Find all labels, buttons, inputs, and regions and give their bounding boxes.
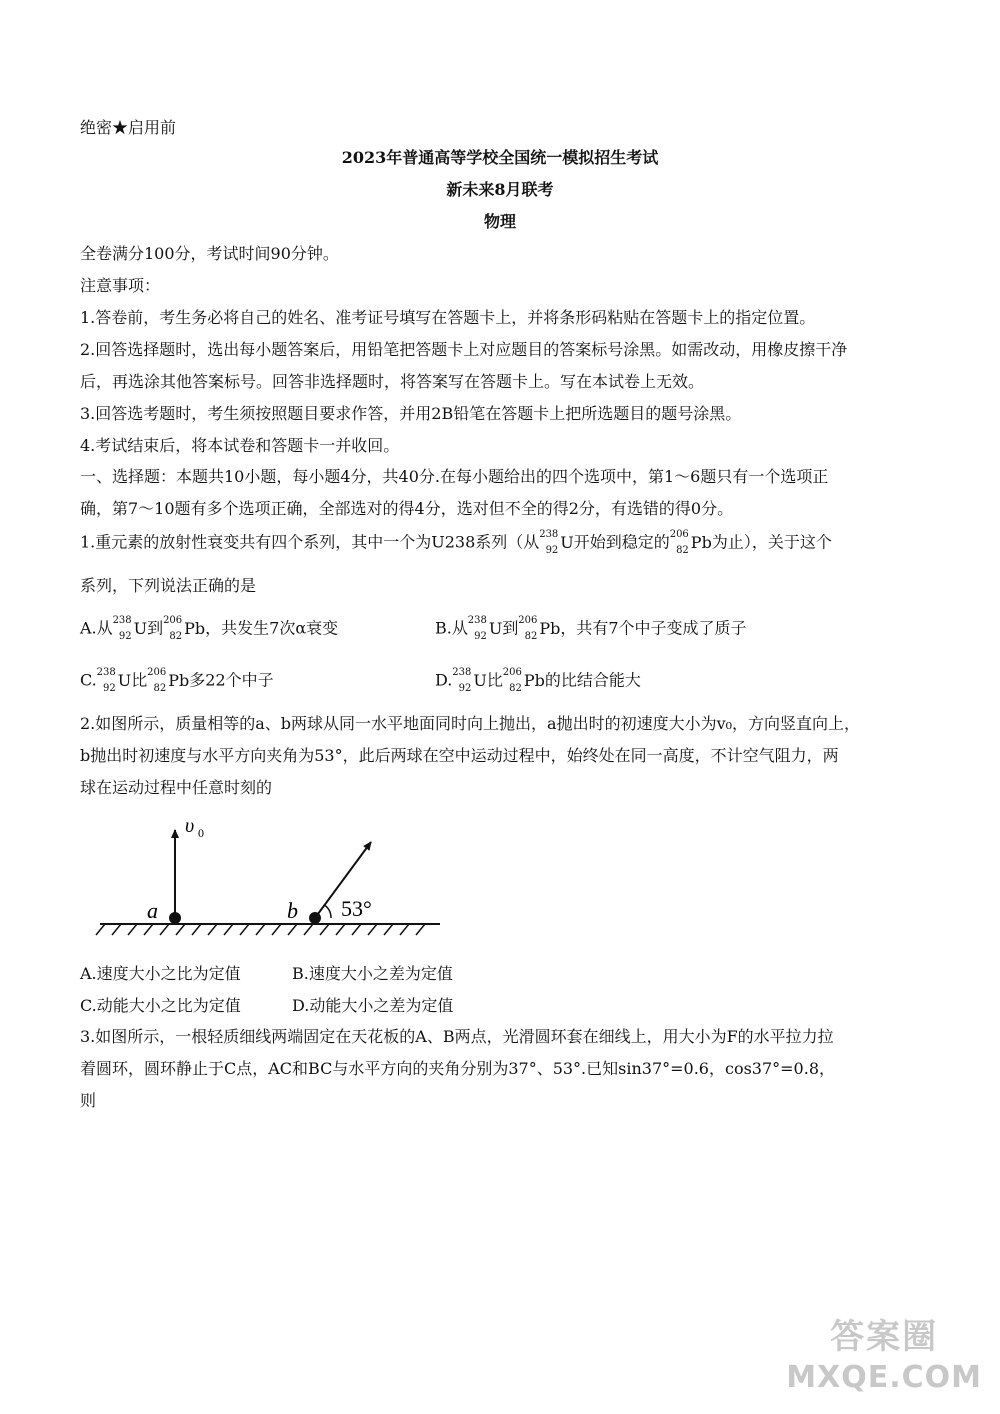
mass-number: 206	[147, 667, 167, 678]
ground-hatching	[96, 924, 425, 935]
atomic-number: 92	[103, 683, 116, 694]
hatch-mark	[176, 924, 185, 935]
nuclide-pb206	[504, 668, 522, 694]
mass-number: 206	[502, 667, 522, 678]
question-3-line-1: 3.如图所示，一根轻质细线两端固定在天花板的A、B两点，光滑圆环套在细线上，用大小为F的水平拉力拉	[80, 1027, 834, 1046]
angle-arc	[325, 905, 332, 918]
option-text: 的比结合能大	[544, 670, 641, 690]
nuclide-pb206	[148, 668, 166, 694]
nuclide-u238	[114, 616, 132, 642]
atomic-number: 82	[153, 683, 167, 694]
option-text: ，共有7个中子变成了质子	[560, 618, 747, 638]
option-text: 到	[147, 618, 164, 638]
question-1-line-2: 系列，下列说法正确的是	[80, 576, 257, 595]
mass-number: 238	[467, 615, 487, 626]
element-symbol: U	[117, 671, 132, 690]
question-1-line-1	[80, 530, 832, 556]
hatch-mark	[272, 924, 281, 935]
q1-option-c	[80, 668, 274, 694]
q1-text-part-2: 开始到稳定的	[573, 532, 670, 552]
subject-title: 物理	[483, 212, 516, 231]
atomic-number: 92	[118, 631, 132, 642]
hatch-mark	[128, 924, 137, 935]
hatch-mark	[256, 924, 265, 935]
option-label: D.	[435, 670, 453, 690]
atomic-number: 92	[474, 631, 487, 642]
option-label: B.从	[435, 618, 468, 638]
nuclide-u238	[540, 530, 558, 556]
option-text: ，共发生7次α衰变	[205, 618, 339, 638]
note-4: 4.考试结束后，将本试卷和答题卡一并收回。	[80, 436, 400, 455]
hatch-mark	[112, 924, 121, 935]
exam-subtitle: 新未来8月联考	[446, 180, 554, 199]
question-2-line-3: 球在运动过程中任意时刻的	[80, 778, 273, 797]
option-label: A.从	[80, 618, 113, 638]
option-text: 到	[502, 618, 519, 638]
q2-option-c: C.动能大小之比为定值	[80, 996, 241, 1015]
note-1: 1.答卷前，考生务必将自己的姓名、准考证号填写在答题卡上，并将条形码粘贴在答题卡上的指定位置。	[80, 308, 816, 327]
question-3-line-3: 则	[80, 1091, 97, 1110]
hatch-mark	[352, 924, 361, 935]
question-2-line-1: 2.如图所示，质量相等的a、b两球从同一水平地面同时向上抛出，a抛出时的初速度大小为v₀，方向竖直向上，	[80, 714, 861, 733]
atomic-number: 82	[169, 631, 183, 642]
section-1-instructions-line-1: 一、选择题：本题共10小题，每小题4分，共40分.在每小题给出的四个选项中，第1～6题只有一个选项正	[80, 467, 829, 486]
q1-option-a	[80, 616, 338, 642]
element-symbol: Pb	[539, 619, 561, 638]
velocity-subscript: 0	[198, 826, 204, 840]
mass-number: 238	[539, 529, 559, 540]
angle-label: 53°	[341, 896, 372, 921]
hatch-mark	[320, 924, 329, 935]
hatch-mark	[416, 924, 425, 935]
mass-number: 206	[669, 529, 689, 540]
hatch-mark	[160, 924, 169, 935]
atomic-number: 92	[545, 545, 559, 556]
hatch-mark	[192, 924, 201, 935]
hatch-mark	[144, 924, 153, 935]
hatch-mark	[288, 924, 297, 935]
mass-number: 238	[112, 615, 132, 626]
nuclide-u238	[469, 616, 487, 642]
element-symbol: Pb	[523, 671, 545, 690]
element-symbol: Pb	[690, 533, 712, 552]
option-text: 多22个中子	[189, 670, 274, 690]
mass-number: 206	[163, 615, 183, 626]
q1-text-part-1: 1.重元素的放射性衰变共有四个系列，其中一个为U238系列（从	[80, 532, 540, 552]
q1-text-part-3: 为止），关于这个	[711, 532, 832, 552]
option-label: C.	[80, 670, 97, 690]
notes-title: 注意事项：	[80, 276, 161, 295]
q2-option-d: D.动能大小之差为定值	[292, 996, 454, 1015]
atomic-number: 92	[458, 683, 472, 694]
ball-a	[169, 912, 181, 924]
option-text: 比	[486, 670, 503, 690]
mass-number: 206	[518, 615, 538, 626]
q2-option-b: B.速度大小之差为定值	[292, 964, 453, 983]
exam-title: 2023年普通高等学校全国统一模拟招生考试	[341, 148, 659, 167]
hatch-mark	[400, 924, 409, 935]
q1-option-b	[435, 616, 747, 642]
hatch-mark	[336, 924, 345, 935]
watermark-logo-text: 答案圈	[830, 1317, 939, 1357]
question-2-line-2: b抛出时初速度与水平方向夹角为53°，此后两球在空中运动过程中，始终处在同一高度，不计空气阻力，两	[80, 746, 839, 765]
question-3-line-2: 着圆环，圆环静止于C点，AC和BC与水平方向的夹角分别为37°、53°.已知sin37°=0.6，cos37°=0.8，	[80, 1059, 836, 1078]
projectile-diagram	[95, 808, 445, 943]
atomic-number: 82	[524, 631, 538, 642]
hatch-mark	[224, 924, 233, 935]
nuclide-u238	[453, 668, 471, 694]
note-2-line-1: 2.回答选择题时，选出每小题答案后，用铅笔把答题卡上对应题目的答案标号涂黑。如需改动，用橡皮擦干净	[80, 340, 848, 359]
q2-option-a: A.速度大小之比为定值	[80, 964, 241, 983]
ball-b-label: b	[287, 898, 298, 923]
nuclide-pb206	[519, 616, 537, 642]
hatch-mark	[208, 924, 217, 935]
ball-b	[309, 912, 321, 924]
nuclide-pb206	[164, 616, 182, 642]
q1-option-d	[435, 668, 641, 694]
nuclide-pb206	[671, 530, 689, 556]
ball-a-label: a	[147, 898, 158, 923]
element-symbol: U	[560, 533, 574, 552]
hatch-mark	[304, 924, 313, 935]
note-2-line-2: 后，再选涂其他答案标号。回答非选择题时，将答案写在答题卡上。写在本试卷上无效。	[80, 372, 705, 391]
watermark-url: MXQE.COM	[786, 1359, 982, 1395]
site-watermark	[786, 1316, 982, 1396]
hatch-mark	[384, 924, 393, 935]
element-symbol: U	[488, 619, 503, 638]
element-symbol: Pb	[168, 671, 190, 690]
score-info: 全卷满分100分，考试时间90分钟。	[80, 244, 339, 263]
option-text: 比	[131, 670, 148, 690]
mass-number: 238	[452, 667, 472, 678]
atomic-number: 82	[509, 683, 522, 694]
hatch-mark	[368, 924, 377, 935]
hatch-mark	[240, 924, 249, 935]
mass-number: 238	[96, 667, 116, 678]
element-symbol: U	[473, 671, 487, 690]
section-1-instructions-line-2: 确，第7～10题有多个选项正确，全部选对的得4分，选对但不全的得2分，有选错的得0分。	[80, 499, 734, 518]
velocity-label: υ	[185, 815, 195, 837]
atomic-number: 82	[676, 545, 689, 556]
element-symbol: U	[133, 619, 148, 638]
element-symbol: Pb	[184, 619, 206, 638]
note-3: 3.回答选考题时，考生须按照题目要求作答，并用2B铅笔在答题卡上把所选题目的题号涂黑。	[80, 404, 742, 423]
confidential-label: 绝密★启用前	[80, 118, 177, 137]
hatch-mark	[96, 924, 105, 935]
nuclide-u238	[98, 668, 116, 694]
